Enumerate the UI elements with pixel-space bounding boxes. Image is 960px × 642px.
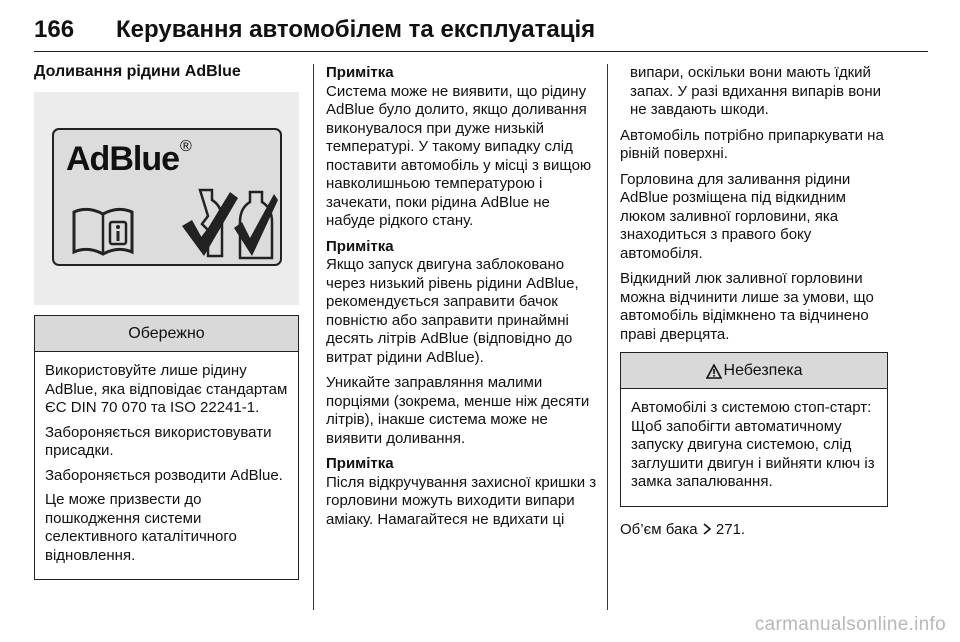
column-right [620, 64, 888, 539]
adblue-illustration [34, 92, 299, 305]
caution-paragraph: Забороняється використовувати присадки. [45, 423, 272, 459]
note-label: Примітка [326, 64, 394, 81]
volume-page-link[interactable]: 271. [715, 520, 746, 538]
column-divider [313, 64, 314, 610]
note-label: Примітка [326, 237, 394, 255]
page-number: 166 [34, 16, 75, 43]
note-text: Після відкручування захисної кришки з горловини можуть виходити випари аміаку. Намагайтеся не вдихати ці [326, 473, 597, 528]
body-paragraph: Уникайте заправляння малими порціями (зокрема, менше ніж десяти літрів), інакше система може не виявити доливання. [326, 374, 590, 447]
adblue-label-plate [52, 128, 282, 266]
caution-box [34, 315, 299, 580]
caution-paragraph: Це може призвести до пошкодження системи селективного каталітичного відновлення. [45, 491, 237, 564]
body-paragraph: Відкидний люк заливної горловини можна відчинити лише за умови, що автомобіль відімкнено та відчинено праві дверцята. [620, 270, 874, 343]
danger-box [620, 352, 888, 507]
note-text-continued: випари, оскільки вони мають їдкий запах. У разі вдихання випарів вони не завдають шкоди. [630, 64, 882, 118]
watermark: carmanualsonline.info [754, 614, 946, 635]
section-title: Доливання рідини AdBlue [34, 63, 241, 80]
column-middle [326, 64, 598, 529]
body-paragraph: Горловина для заливання рідини AdBlue розміщена під відкидним люком заливної горловини, яка знаходиться з правого боку автомобіля. [620, 170, 851, 262]
column-left [34, 62, 299, 580]
approved-fluid-check-icon [178, 186, 278, 262]
column-divider [607, 64, 608, 610]
caution-paragraph: Використовуйте лише рідину AdBlue, яка відповідає стандартам ЄС DIN 70 070 та ISO 22241-1. [45, 362, 288, 416]
caution-title: Обережно [35, 316, 298, 352]
caution-paragraph: Забороняється розводити AdBlue. [45, 466, 283, 484]
body-paragraph: Автомобіль потрібно припаркувати на рівній поверхні. [620, 126, 884, 162]
adblue-logo: AdBlue [66, 140, 179, 178]
warning-triangle-icon [706, 364, 722, 379]
note-label: Примітка [326, 455, 394, 472]
tank-volume-reference [620, 521, 888, 540]
manual-book-icon [70, 202, 136, 258]
registered-mark: ® [180, 138, 192, 155]
volume-label: Об’єм бака [620, 520, 698, 538]
danger-title: Небезпека [723, 362, 803, 379]
danger-header [621, 353, 887, 389]
danger-text: Автомобілі з системою стоп-старт: Щоб запобігти автоматичному запуску двигуна системою, слід заглушити двигун і вийняти ключ із замка запалювання. [631, 399, 875, 490]
note-text: Система може не виявити, що рідину AdBlue було долито, якщо доливання виконувалося при дуже низькій температурі. У такому випадку слід поставити автомобіль у місці з вищою навколишньою температурою і зачекати, поки рідина AdBlue не набуде рідкого стану. [326, 82, 592, 229]
chapter-title: Керування автомобілем та експлуатація [116, 16, 596, 43]
note-text: Якщо запуск двигуна заблоковано через низький рівень рідини AdBlue, рекомендується заправити бачок повністю або заправити принаймні десять літрів AdBlue (відповідно до витрат рідини AdBlue). [326, 256, 579, 366]
page-header [34, 12, 928, 52]
page-reference-arrow-icon [702, 523, 712, 535]
